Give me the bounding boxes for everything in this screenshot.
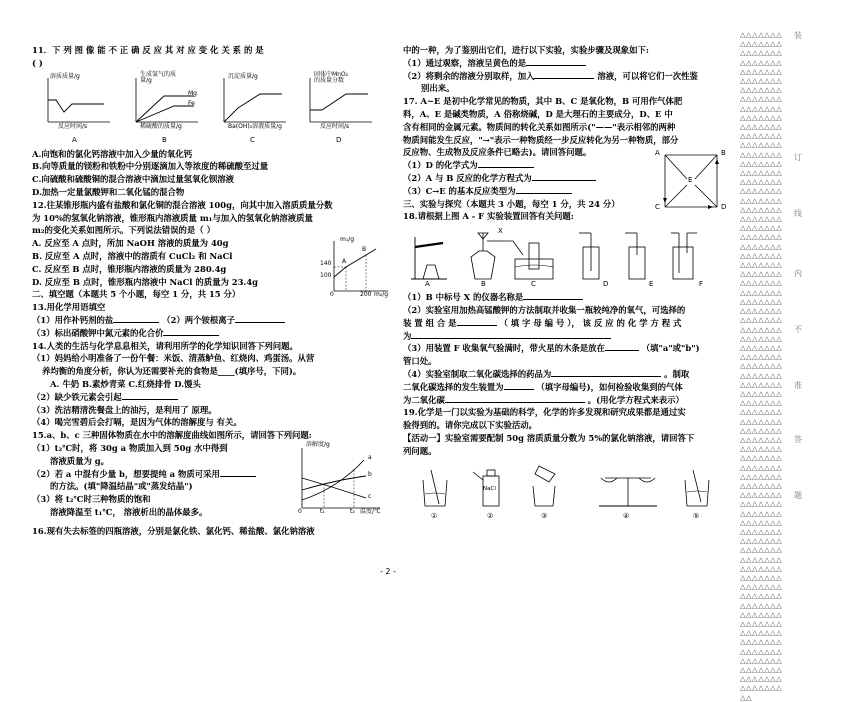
q12-option-c: C. 反应至 B 点时，锥形瓶内溶液的质量为 280.4g [32,263,227,274]
q18-title: 18.请根据上图 A - F 实验装置回答有关问题: [403,211,574,222]
q15-line-2: 溶液质量为 g。 [50,455,110,466]
q15-series-b: b [368,471,372,479]
q18-4b-text: 二氧化碳选择的发生装置为 [403,381,504,392]
q11-stem: 11．下 列 图 像 能 不 正 确 反 应 其 对 应 变 化 关 系 的 是 [32,45,264,55]
q11b-letter: B [162,135,167,144]
q19-step-4: ④ [623,511,630,520]
q11-option-c: C.向硫酸和硫酸铜的混合溶液中滴加过量氢氧化钡溶液 [32,174,235,185]
binding-char-2: 订 [794,153,802,162]
q18-2a-tail: （ 填 字 母 编 号 ）， 该 反 应 的 化 学 方 程 式 [499,317,682,328]
q15-2-text: （2）若 a 中混有少量 b，想要提纯 a 物质可采用 [32,468,220,479]
q16-1-blank[interactable] [526,57,586,66]
q18-line-8 [403,381,733,394]
q17-1-text: （1）D 的化学式为 [403,160,478,171]
q19-step-5: ⑤ [693,511,700,520]
q11b-ylabel: 生成氢气的质量/g [140,70,177,85]
q11d-letter: D [336,135,342,144]
q17-line-1: 17. A~E 是初中化学常见的物质，其中 B、C 是氧化物，B 可用作气体肥 [403,96,683,107]
q12-option-a: A. 反应至 A 点时，所加 NaOH 溶液的质量为 40g [32,238,229,249]
q19-steps [403,460,733,522]
binding-char-1: 装 [794,31,802,40]
page-number: - 2 - [380,567,396,576]
q18-3-tail: （填"a"或"b") [641,343,700,354]
q11-option-a: A.向饱和的氯化钙溶液中加入少量的氧化钙 [32,148,193,159]
q16-cont-line-2 [403,70,733,83]
q16-cont-line-3: 别出来。 [421,83,455,94]
binding-char-5: 不 [794,325,802,334]
q13-3-blank[interactable] [163,327,219,336]
q19-step-2: ② [487,511,494,520]
q11d-xlabel: 反应时间/s [320,122,350,130]
q12-point-b: B [362,245,367,253]
q12-option-d: D. 反应至 B 点时，锥形瓶内溶液中 NaCl 的质量为 23.4g [32,276,259,287]
q18-3-blank[interactable] [605,342,639,351]
q12-ytick-100: 100 [320,271,332,279]
q12-line-2: 为 10%的氢氧化钠溶液，锥形瓶内溶液质量 m₁与加入的氢氧化钠溶液质量 [32,212,313,223]
q18-app-f: F [699,279,704,288]
q18-2b-text: 为 [403,330,412,341]
section-3-title: 三、实验与探究（本题共 3 小题，每空 1 分，共 24 分） [403,198,620,209]
q11-graphs [32,72,390,146]
q18-apparatus [403,225,733,289]
q13-line-2 [32,327,390,340]
q17-node-d: D [721,203,727,212]
q15-line-1: （1）t₂℃时，将 30g a 物质加入到 50g 水中得到 [32,442,228,453]
q16-2-text: （2）将剩余的溶液分别取样，加入 [403,70,535,81]
q11-graph-a [40,72,114,146]
q11-option-d: D.加热一定量氯酸钾和二氧化锰的混合物 [32,186,185,197]
q18-4b-tail: （填字母编号)，如何检验收集到的气体 [536,381,683,392]
q18-line-4 [403,330,733,343]
q17-node-b: B [721,149,726,158]
q14-line-3: A. 牛奶 B.素炒青菜 C.红烧排骨 D.馒头 [50,378,201,389]
q16-cont-line-1 [403,57,733,70]
q18-4a-blank[interactable] [551,368,661,377]
binding-char-8: 题 [794,491,802,500]
q17-line-3: 含有相同的金属元素。物质间的转化关系如图所示("——"表示相邻的两种 [403,121,676,132]
q15-xtick-t1: t₁ [320,508,325,516]
q18-2b-blank[interactable] [411,330,611,339]
q19-line-1: 19.化学是一门以实验为基础的科学，化学的许多发现和研究成果都是通过实 [403,407,686,418]
q13-title: 13.用化学用语填空 [32,302,106,313]
q14-2-text: （2）缺少铁元素会引起 [32,391,122,402]
q15-2-blank[interactable] [220,468,256,477]
q11c-ylabel: 沉淀质量/g [228,72,258,80]
q13-2-text: （2）两个铵根离子 [162,314,235,325]
section-2-title: 二、填空题（本题共 5 个小题，每空 1 分，共 15 分） [32,289,241,300]
q14-title: 14.人类的生活与化学息息相关，请利用所学的化学知识回答下列问题。 [32,340,298,351]
q18-line-3 [403,317,733,330]
q12-xlabel: m₂/g [374,290,389,298]
q17-3-text: （3）C→E 的基本反应类型为 [403,185,516,196]
q17-line-2: 料，A、E 是碱类物质，A 俗称烧碱，D 是大理石的主要成分，D、E 中 [403,108,673,119]
left-column [32,44,390,538]
q15-xlabel: 温度/℃ [360,508,381,516]
q13-1-blank[interactable] [113,314,159,323]
q12-line-3: m₂的变化关系如图所示。下列说法错误的是（ ） [32,225,215,236]
q15-xtick-0: 0 [298,508,302,516]
q15-block [32,429,390,519]
q15-graph [288,442,388,520]
q12-ytick-140: 140 [320,259,332,267]
q15-line-5: （3）将 t₂℃时三种物质的饱和 [32,494,151,505]
q11b-series-fe: Fe [188,99,195,107]
q11-option-b: B.向等质量的镁粉和铁粉中分别逐滴加入等浓度的稀硫酸至过量 [32,161,269,172]
q18-2a-blank[interactable] [457,317,497,326]
q17-1-blank[interactable] [478,159,534,168]
q18-4c-blank[interactable] [445,394,585,403]
q14-line-4 [32,391,390,404]
q11b-series-mg: Mg [188,89,197,97]
q17-line-4: 物质间能发生反应，"→"表示一种物质经一步反应转化为另一种物质，部分 [403,134,679,145]
q13-1-text: （1）用作补钙剂的盐 [32,314,114,325]
q18-4-tail: 。制取 [664,368,690,379]
q13-line-1 [32,314,390,327]
q12-option-b: B. 反应至 A 点时，溶液中的溶质有 CuCl₂ 和 NaCl [32,250,233,261]
binding-char-6: 准 [794,381,802,390]
q19-activity-1: 【活动一】实验室需要配制 50g 溶质质量分数为 5%的氯化钠溶液，请回答下 [403,432,695,443]
right-column [403,44,733,524]
q16-cont-line-0: 中的一种，为了鉴别出它们，进行以下实验，实验步骤及现象如下: [403,45,649,55]
q18-4-text: （4）实验室制取二氧化碳选择的药品为 [403,368,552,379]
q14-line-6: （4）喝完雪碧后会打嗝，是因为气体的溶解度与 有关。 [32,417,242,428]
q16-1-text: （1）通过观察，溶液呈黄色的是 [403,57,527,68]
binding-char-3: 线 [794,209,802,218]
q18-2a-text: 装 置 组 合 是 [403,317,457,328]
q12-xtick-200: 200 [360,290,372,298]
binding-char-4: 内 [794,269,802,278]
q14-line-1: （1）妈妈给小明准备了一份午餐：米饭、清蒸鲈鱼、红烧肉、鸡蛋汤。从营 [32,353,315,364]
q17-node-c: C [655,203,660,212]
q11-graph-b [128,72,202,146]
q11c-xlabel: Ba(OH)₂溶液质量/g [228,122,282,130]
q11d-ylabel: 固体中MnO₂的质量分数 [314,70,349,85]
q17-2-blank[interactable] [532,172,596,181]
q14-line-5: （3）洗洁精清洗餐盘上的油污，是利用了 原理。 [32,404,217,415]
binding-char-7: 答 [794,435,802,444]
q18-1-text: （1）B 中标号 X 的仪器名称是 [403,292,524,303]
q17-node-e: E [688,176,693,185]
q13-3-text: （3）标出硝酸钾中氮元素的化合价 [32,327,164,338]
q18-app-e: E [649,279,654,288]
q12-point-a: A [342,257,347,265]
q18-line-1 [403,291,733,304]
q16-2-blank[interactable] [534,70,594,79]
q11-graph-c [216,72,290,146]
q18-app-d: D [603,279,609,288]
q15-title: 15.a、b、c 三种固体物质在水中的溶解度曲线如图所示，请回答下列问题: [32,430,312,441]
q19-nacl-label: NaCl [483,485,496,492]
q18-3-text: （3）用装置 F 收集氧气验满时，带火星的木条是放在 [403,343,605,354]
q19-step-3: ③ [541,511,548,520]
q15-series-a: a [368,454,372,462]
q17-node-a: A [655,149,660,158]
q15-ylabel: 溶解度/g [306,441,330,449]
q17-line-5: 反应物、生成物及反应条件已略去)。请回答问题。 [403,147,592,158]
q17-2-text: （2）A 与 B 反应的化学方程式为 [403,172,532,183]
q11-paren: ( ) [32,57,43,68]
q18-line-9 [403,394,733,407]
q17-diagram [655,145,733,219]
q12-graph [316,237,390,301]
q12-ylabel: m₁/g [340,235,355,243]
q15-line-4: 的方法。(填"降温结晶"或"蒸发结晶") [50,481,193,492]
q18-app-c: C [531,279,536,288]
q11-graph-d [302,72,376,146]
q11c-letter: C [250,135,255,144]
q11a-xlabel: 反应时间/s [58,122,88,130]
binding-margin-pattern: △△△△△△△△△△△△△△△△△△△△△△△△△△△△△△△△△△△△△△△△△△△△△△△△△△△△△△△△△△△△△△△△△△△△△△△△△△△△△△△△△△△△△△△△△△△△△△△△△△△△△△△△△△△△△△△△△△△△△△△△△△△△△△△△△△△△△△△△△△△△△△△△△△△△△△△△△△△△△△△△△△△△△△△△△△△△△△△△△△△△△△△△△△△△△△△△△△△△△△△△△△△△△△△△△△△△△△△△△△△△△△△△△△△△△△△△△△△△△△△△△△△△△△△△△△△△△△△△△△△△△△△△△△△△△△△△△△△△△△△△△△△△△△△△△△△△△△△△△△△△△△△△△△△△△△△△△△△△△△△△△△△△△△△△△△△△△△△△△△△△△△△△△△△△△△△△△△△△△△△△△△△△△△△△△△△△△△△△△△△△△△△△△△△△△△△△△△△△△△△△△△△△△△△△△△△△△△△△△△△△△△△△△△△△△△△△△△△△△△△△△△△△△△△△△△△△△△△△△△△△△△△△△△△△△△△△△△△△△△△△△△△△△△△△△△△△△△△△△△△△△△△△△△ [740,30,783,702]
q18-label-x: X [498,227,503,236]
q18-app-a: A [425,279,430,288]
q18-4c-text: 为二氧化碳 [403,394,445,405]
q19-activity-1b: 列问题。 [403,445,437,456]
q15-line-3 [32,468,292,481]
q12-line-1: 12.往某锥形瓶内盛有盐酸和氯化铜的混合溶液 100g，向其中加入溶质质量分数 [32,199,333,210]
q15-xtick-t2: t₂ [350,508,355,516]
q18-app-b: B [481,279,486,288]
q18-4c-tail: 。(用化学方程式来表示） [587,394,684,405]
q14-2-blank[interactable] [122,391,178,400]
q19-line-2: 验得到的。请你完成以下实验活动。 [403,420,537,431]
q14-line-2: 养均衡的角度分析，你认为还需要补充的食物是____(填序号，下同)。 [42,366,302,377]
q18-1-blank[interactable] [523,291,583,300]
q18-line-5 [403,342,733,355]
q11a-letter: A [72,135,77,144]
q15-series-c: c [368,493,372,501]
q18-line-6: 管口处。 [403,356,437,367]
q18-4b-blank[interactable] [504,381,534,390]
q11b-xlabel: 稀硫酸的质量/g [140,122,182,130]
q15-line-6: 溶液降温至 t₁℃， 溶液析出的晶体最多。 [50,506,208,517]
q17-3-blank[interactable] [516,185,572,194]
q19-step-1: ① [431,511,438,520]
q13-2-blank[interactable] [235,314,285,323]
q11a-ylabel: 溶质质量/g [50,72,80,80]
q18-line-2: （2）实验室用加热高锰酸钾的方法制取并收集一瓶较纯净的氧气，可选择的 [403,304,686,315]
q16-2-tail: 溶液，可以将它们一次性鉴 [597,70,698,81]
q16-stem: 16.现有失去标签的四瓶溶液，分别是氯化铁、氯化钙、稀盐酸、氯化钠溶液 [32,525,315,536]
q12-xtick-0: 0 [330,290,334,298]
q18-line-7 [403,368,733,381]
